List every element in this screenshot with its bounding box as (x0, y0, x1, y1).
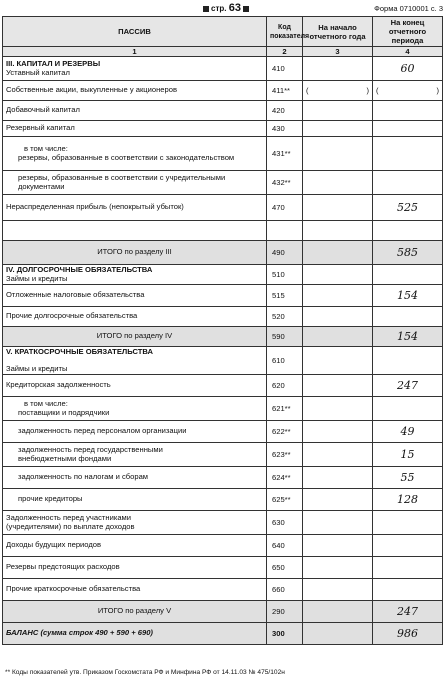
balance-row: БАЛАНС (сумма строк 490 + 590 + 690) 300 986 (3, 623, 443, 645)
value-end: 128 (373, 489, 443, 511)
table-row: V. КРАТКОСРОЧНЫЕ ОБЯЗАТЕЛЬСТВА Займы и кредиты 610 (3, 347, 443, 375)
value-end: 247 (373, 601, 443, 623)
value-end: 585 (373, 241, 443, 265)
square-icon (243, 6, 249, 12)
section-title: IV. ДОЛГОСРОЧНЫЕ ОБЯЗАТЕЛЬСТВА (6, 265, 153, 274)
col-start: На начало отчетного года (303, 17, 373, 47)
column-numbers-row: 1 2 3 4 (3, 47, 443, 57)
section-title: V. КРАТКОСРОЧНЫЕ ОБЯЗАТЕЛЬСТВА (6, 346, 154, 356)
table-row: задолженность перед персоналом организации 622** 49 (3, 421, 443, 443)
value-end: 154 (373, 285, 443, 307)
table-row: Прочие долгосрочные обязательства 520 (3, 307, 443, 327)
value-end: 525 (373, 195, 443, 221)
value-end: 55 (373, 467, 443, 489)
table-row: задолженность по налогам и сборам 624** 55 (3, 467, 443, 489)
square-icon (203, 6, 209, 12)
table-row: Задолженность перед участниками (учредителями) по выплате доходов 630 (3, 511, 443, 535)
balance-passive-table (2, 16, 443, 645)
section-title: III. КАПИТАЛ И РЕЗЕРВЫ (6, 59, 101, 68)
form-code: Форма 0710001 с. 3 (374, 4, 443, 13)
value-end: 247 (373, 375, 443, 397)
header-row (3, 17, 443, 47)
page-header (0, 0, 446, 16)
table-row: III. КАПИТАЛ И РЕЗЕРВЫ Уставный капитал 410 60 (3, 57, 443, 81)
total-row: ИТОГО по разделу III 490 585 (3, 241, 443, 265)
table-row: Добавочный капитал 420 (3, 101, 443, 121)
col-passiv: ПАССИВ (3, 17, 267, 47)
page-number: стр. 63 (201, 2, 251, 14)
table-row: IV. ДОЛГОСРОЧНЫЕ ОБЯЗАТЕЛЬСТВА Займы и кредиты 510 (3, 265, 443, 285)
table-row: Отложенные налоговые обязательства 515 154 (3, 285, 443, 307)
value-end: 60 (373, 57, 443, 81)
col-code: Код показателя (267, 17, 303, 47)
table-row: прочие кредиторы 625** 128 (3, 489, 443, 511)
total-row: ИТОГО по разделу V 290 247 (3, 601, 443, 623)
value-end: 15 (373, 443, 443, 467)
table-row: Доходы будущих периодов 640 (3, 535, 443, 557)
value-end: 49 (373, 421, 443, 443)
footnote: ** Коды показателей утв. Приказом Госкомстата РФ и Минфина РФ от 14.11.03 № 475/102н (5, 669, 285, 676)
table-row: Резервный капитал 430 (3, 121, 443, 137)
table-row: Кредиторская задолженность 620 247 (3, 375, 443, 397)
table-row: задолженность перед государственными внебюджетными фондами 623** 15 (3, 443, 443, 467)
table-row: в том числе: поставщики и подрядчики 621** (3, 397, 443, 421)
table-row: Резервы предстоящих расходов 650 (3, 557, 443, 579)
table-row: резервы, образованные в соответствии с учредительными документами 432** (3, 171, 443, 195)
col-end: На конец отчетного периода (373, 17, 443, 47)
table-row: Собственные акции, выкупленные у акционеров 411** ( ) ( ) (3, 81, 443, 101)
table-row: Нераспределенная прибыль (непокрытый убыток) 470 525 (3, 195, 443, 221)
value-end: 986 (373, 623, 443, 645)
table-row: в том числе: резервы, образованные в соответствии с законодательством 431** (3, 137, 443, 171)
table-row (3, 221, 443, 241)
value-end: 154 (373, 327, 443, 347)
total-row: ИТОГО по разделу IV 590 154 (3, 327, 443, 347)
table-row: Прочие краткосрочные обязательства 660 (3, 579, 443, 601)
